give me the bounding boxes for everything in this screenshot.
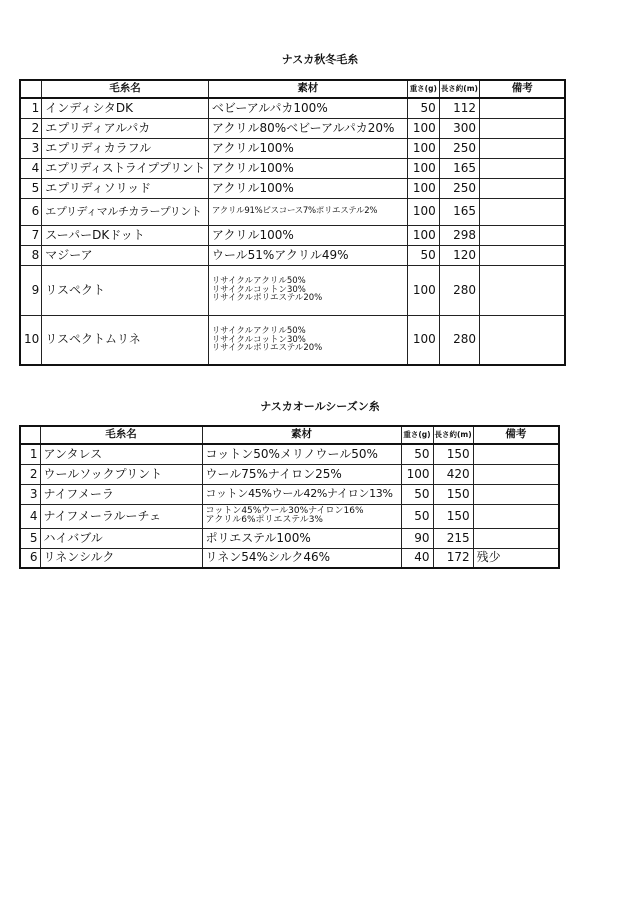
yarn-material <box>202 504 401 528</box>
yarn-note <box>479 198 565 225</box>
table-row <box>20 198 565 225</box>
yarn-length: 150 <box>433 484 473 504</box>
yarn-material: ウール51%アクリル49% <box>208 245 407 265</box>
yarn-note <box>473 464 559 484</box>
yarn-material: アクリル100% <box>208 178 407 198</box>
material-line: リサイクルポリエステル20% <box>211 293 323 304</box>
material-line: リサイクルコットン30% <box>211 284 306 295</box>
yarn-weight: 50 <box>401 444 433 464</box>
row-number: 1 <box>20 98 42 118</box>
material-line: アクリル6%ポリエステル3% <box>205 515 323 525</box>
yarn-weight: 100 <box>407 178 439 198</box>
yarn-name: ナイフメーラ <box>40 484 202 504</box>
yarn-note <box>479 138 565 158</box>
table-title-all-season: ナスカオールシーズン糸 <box>260 400 380 413</box>
material-line: リサイクルアクリル50% <box>211 276 306 287</box>
table-title-autumn-winter: ナスカ秋冬毛糸 <box>281 53 359 66</box>
header-length: 長さ約(m) <box>433 426 473 444</box>
yarn-weight: 100 <box>407 198 439 225</box>
material-line: リサイクルポリエステル20% <box>211 343 323 353</box>
material-line: リサイクルアクリル50% <box>211 326 306 336</box>
table-row <box>20 464 559 484</box>
yarn-material <box>208 265 407 315</box>
table-row <box>20 265 565 315</box>
yarn-note: 残少 <box>473 548 559 568</box>
row-number: 5 <box>20 528 40 548</box>
yarn-material <box>208 315 407 365</box>
table-row <box>20 504 559 528</box>
yarn-name: リスペクト <box>42 265 209 315</box>
row-number: 3 <box>20 484 40 504</box>
table-row <box>20 178 565 198</box>
yarn-weight: 50 <box>407 98 439 118</box>
header-name: 毛糸名 <box>40 426 202 444</box>
yarn-name: エプリディカラフル <box>42 138 209 158</box>
header-row <box>20 426 559 444</box>
yarn-length: 298 <box>439 225 479 245</box>
header-note: 備考 <box>479 80 565 98</box>
header-material: 素材 <box>202 426 401 444</box>
yarn-weight: 100 <box>407 315 439 365</box>
yarn-table-autumn-winter <box>19 79 566 366</box>
yarn-name: エプリディソリッド <box>42 178 209 198</box>
yarn-length: 150 <box>433 504 473 528</box>
yarn-name: ハイバブル <box>40 528 202 548</box>
yarn-material: ポリエステル100% <box>202 528 401 548</box>
yarn-length: 280 <box>439 265 479 315</box>
yarn-note <box>473 504 559 528</box>
material-line: リサイクルコットン30% <box>211 334 306 345</box>
yarn-material: アクリル100% <box>208 225 407 245</box>
yarn-weight: 90 <box>401 528 433 548</box>
yarn-length: 250 <box>439 178 479 198</box>
yarn-material: ウール75%ナイロン25% <box>202 464 401 484</box>
yarn-note <box>479 315 565 365</box>
yarn-name: マジーア <box>42 245 209 265</box>
yarn-length: 120 <box>439 245 479 265</box>
row-number: 9 <box>20 265 42 315</box>
yarn-name: エプリディマルチカラープリント <box>42 198 209 225</box>
yarn-length: 420 <box>433 464 473 484</box>
row-number: 6 <box>20 548 40 568</box>
yarn-name: リネンシルク <box>40 548 202 568</box>
table-row <box>20 225 565 245</box>
table-row <box>20 245 565 265</box>
yarn-length: 150 <box>433 444 473 464</box>
table-row <box>20 484 559 504</box>
table-row <box>20 315 565 365</box>
yarn-name: スーパーDKドット <box>42 225 209 245</box>
row-number: 1 <box>20 444 40 464</box>
header-weight: 重さ(g) <box>401 426 433 444</box>
yarn-material: リネン54%シルク46% <box>202 548 401 568</box>
row-number: 10 <box>20 315 42 365</box>
yarn-material: アクリル80%ベビーアルパカ20% <box>208 118 407 138</box>
table-row <box>20 98 565 118</box>
yarn-length: 215 <box>433 528 473 548</box>
row-number: 6 <box>20 198 42 225</box>
yarn-material: コットン50%メリノウール50% <box>202 444 401 464</box>
yarn-weight: 50 <box>407 245 439 265</box>
yarn-length: 112 <box>439 98 479 118</box>
yarn-note <box>473 444 559 464</box>
header-row <box>20 80 565 98</box>
yarn-weight: 100 <box>407 158 439 178</box>
material-line: コットン45%ウール30%ナイロン16% <box>205 506 364 516</box>
yarn-note <box>479 225 565 245</box>
yarn-note <box>479 118 565 138</box>
yarn-weight: 40 <box>401 548 433 568</box>
yarn-table-all-season <box>19 425 560 569</box>
yarn-material: アクリル91%ビスコース7%ポリエステル2% <box>208 198 407 225</box>
yarn-length: 165 <box>439 158 479 178</box>
yarn-weight: 100 <box>401 464 433 484</box>
header-material: 素材 <box>208 80 407 98</box>
header-name: 毛糸名 <box>42 80 209 98</box>
yarn-note <box>479 245 565 265</box>
yarn-name: アンタレス <box>40 444 202 464</box>
yarn-name: ウールソックプリント <box>40 464 202 484</box>
yarn-note <box>479 98 565 118</box>
yarn-name: エプリディストライププリント <box>42 158 209 178</box>
yarn-weight: 100 <box>407 225 439 245</box>
header-no <box>20 426 40 444</box>
yarn-name: エプリディアルパカ <box>42 118 209 138</box>
table-row <box>20 158 565 178</box>
yarn-length: 165 <box>439 198 479 225</box>
yarn-name: インディシタDK <box>42 98 209 118</box>
table-row <box>20 444 559 464</box>
yarn-material: アクリル100% <box>208 158 407 178</box>
yarn-note <box>479 178 565 198</box>
yarn-weight: 100 <box>407 265 439 315</box>
row-number: 3 <box>20 138 42 158</box>
header-no <box>20 80 42 98</box>
row-number: 5 <box>20 178 42 198</box>
yarn-material: ベビーアルパカ100% <box>208 98 407 118</box>
yarn-name: ナイフメーラルーチェ <box>40 504 202 528</box>
yarn-weight: 50 <box>401 504 433 528</box>
yarn-note <box>473 484 559 504</box>
yarn-weight: 50 <box>401 484 433 504</box>
yarn-length: 172 <box>433 548 473 568</box>
yarn-length: 300 <box>439 118 479 138</box>
yarn-material: コットン45%ウール42%ナイロン13% <box>202 484 401 504</box>
yarn-note <box>479 265 565 315</box>
yarn-note <box>479 158 565 178</box>
table-row <box>20 118 565 138</box>
header-weight: 重さ(g) <box>407 80 439 98</box>
table-row <box>20 138 565 158</box>
yarn-material: アクリル100% <box>208 138 407 158</box>
yarn-name: リスペクトムリネ <box>42 315 209 365</box>
row-number: 7 <box>20 225 42 245</box>
yarn-weight: 100 <box>407 118 439 138</box>
row-number: 4 <box>20 158 42 178</box>
row-number: 2 <box>20 118 42 138</box>
table-row <box>20 548 559 568</box>
yarn-length: 280 <box>439 315 479 365</box>
row-number: 2 <box>20 464 40 484</box>
header-length: 長さ約(m) <box>439 80 479 98</box>
yarn-length: 250 <box>439 138 479 158</box>
row-number: 8 <box>20 245 42 265</box>
yarn-weight: 100 <box>407 138 439 158</box>
yarn-note <box>473 528 559 548</box>
header-note: 備考 <box>473 426 559 444</box>
row-number: 4 <box>20 504 40 528</box>
table-row <box>20 528 559 548</box>
